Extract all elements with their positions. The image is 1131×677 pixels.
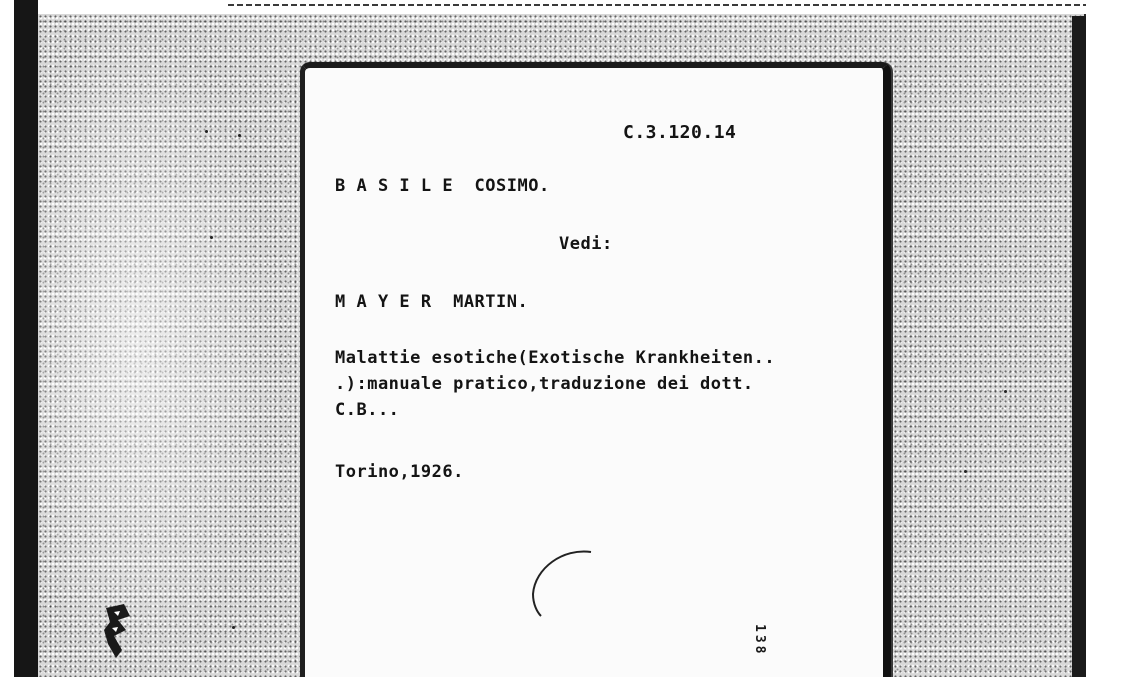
- see-reference: M A Y E R MARTIN.: [335, 292, 529, 312]
- index-card: [300, 62, 891, 677]
- right-margin: [1086, 0, 1131, 677]
- see-label: Vedi:: [559, 234, 613, 254]
- speck: [964, 470, 967, 473]
- speck: [1004, 390, 1007, 393]
- backdrop-haze: [40, 20, 280, 670]
- imprint: Torino,1926.: [335, 462, 464, 482]
- call-number: C.3.120.14: [623, 122, 737, 143]
- title-line: C.B...: [335, 400, 400, 420]
- left-film-edge: [14, 0, 38, 677]
- speck: [238, 134, 241, 137]
- right-film-edge: [1072, 16, 1086, 677]
- speck: [205, 130, 208, 133]
- speck: [232, 626, 235, 629]
- title-line: Malattie esotiche(Exotische Krankheiten..: [335, 348, 776, 368]
- side-number: 138: [752, 624, 767, 657]
- title-line: .):manuale pratico,traduzione dei dott.: [335, 374, 754, 394]
- author-heading: B A S I L E COSIMO.: [335, 176, 550, 196]
- punch-hole-arc: [523, 544, 603, 624]
- speck: [210, 236, 213, 239]
- monogram-stamp-icon: [96, 600, 144, 662]
